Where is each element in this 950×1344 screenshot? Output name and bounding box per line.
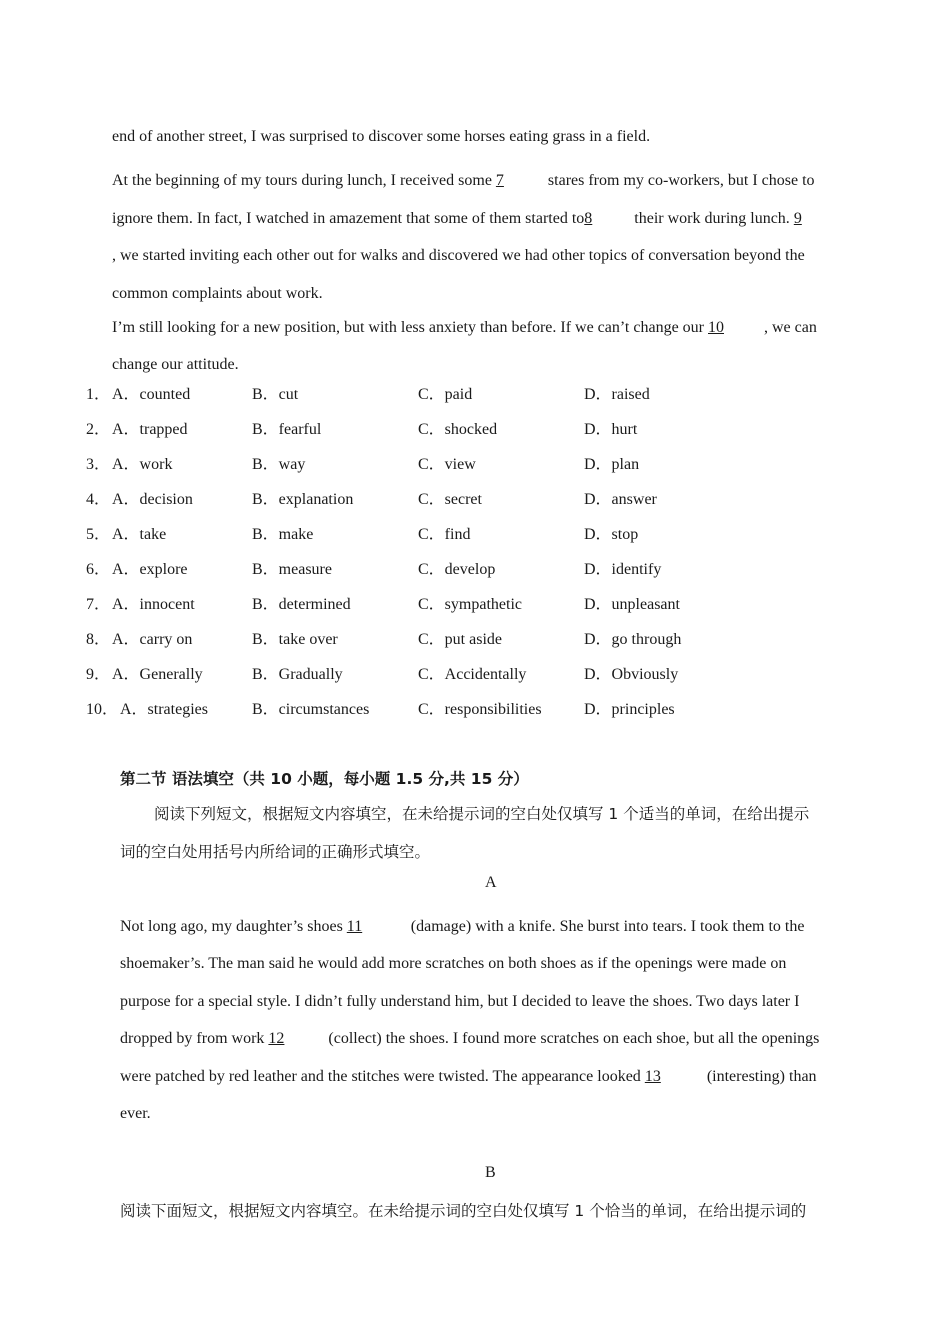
passage-a <box>120 908 863 1132</box>
passage-line: , we started inviting each other out for walks and discovered we had other topics of conversation beyond the <box>112 247 805 264</box>
option-c[interactable]: C．responsibilities <box>418 701 542 718</box>
option-d[interactable]: D．stop <box>584 526 639 543</box>
option-d[interactable]: D．go through <box>584 631 682 648</box>
passage-line: were patched by red leather and the stitches were twisted. The appearance looked 13 (interesting) than <box>120 1058 863 1095</box>
passage-label-b: B <box>485 1164 496 1181</box>
option-c[interactable]: C．shocked <box>418 421 498 438</box>
passage-line: shoemaker’s. The man said he would add more scratches on both shoes as if the openings were made on <box>120 955 787 973</box>
option-a[interactable]: A．take <box>112 526 167 543</box>
option-d[interactable]: D．hurt <box>584 421 638 438</box>
passage-line: common complaints about work. <box>112 284 323 302</box>
passage-line: ever. <box>120 1105 151 1123</box>
option-d[interactable]: D．answer <box>584 491 657 508</box>
blank-12[interactable]: 12 <box>268 1030 285 1048</box>
passage-line: At the beginning of my tours during lunch, I received some 7 stares from my co-workers, but I chose to <box>112 162 863 200</box>
option-b[interactable]: B．circumstances <box>252 701 370 718</box>
passage-line: purpose for a special style. I didn’t fully understand him, but I decided to leave the shoes. Two days later I <box>120 992 800 1010</box>
option-b[interactable]: B．Gradually <box>252 666 343 683</box>
option-d[interactable]: D．Obviously <box>584 666 679 683</box>
option-c[interactable]: C．find <box>418 526 471 543</box>
option-d[interactable]: D．identify <box>584 561 662 578</box>
blank-10[interactable]: 10 <box>708 319 724 336</box>
option-c[interactable]: C．Accidentally <box>418 666 527 683</box>
passage-paragraph-3 <box>112 309 863 383</box>
option-b[interactable]: B．explanation <box>252 491 354 508</box>
option-a[interactable]: A．trapped <box>112 421 188 438</box>
option-c[interactable]: C．develop <box>418 561 496 578</box>
passage-paragraph-2 <box>112 162 863 312</box>
passage-line: dropped by from work 12 (collect) the shoes. I found more scratches on each shoe, but all the openings <box>120 1020 863 1057</box>
instructions-line: 阅读下面短文，根据短文内容填空。在未给提示词的空白处仅填写 1 个恰当的单词，在给出提示词的 <box>120 1202 807 1220</box>
blank-13[interactable]: 13 <box>644 1067 661 1085</box>
passage-line: ignore them. In fact, I watched in amazement that some of them started to8 their work during lunch. 9 <box>112 200 863 238</box>
option-b[interactable]: B．way <box>252 456 306 473</box>
option-d[interactable]: D．raised <box>584 386 650 403</box>
passage-line: end of another street, I was surprised to discover some horses eating grass in a field. <box>112 128 651 145</box>
blank-9[interactable]: 9 <box>793 209 802 227</box>
option-a[interactable]: A．decision <box>112 491 193 508</box>
option-a[interactable]: A．strategies <box>120 701 208 718</box>
option-d[interactable]: D．plan <box>584 456 640 473</box>
option-b[interactable]: B．determined <box>252 596 351 613</box>
option-b[interactable]: B．measure <box>252 561 332 578</box>
option-c[interactable]: C．secret <box>418 491 482 508</box>
option-a[interactable]: A．counted <box>112 386 191 403</box>
option-c[interactable]: C．sympathetic <box>418 596 522 613</box>
option-a[interactable]: A．Generally <box>112 666 203 683</box>
option-b[interactable]: B．make <box>252 526 314 543</box>
option-d[interactable]: D．principles <box>584 701 675 718</box>
option-c[interactable]: C．view <box>418 456 476 473</box>
passage-line: change our attitude. <box>112 356 239 373</box>
option-a[interactable]: A．innocent <box>112 596 195 613</box>
option-b[interactable]: B．fearful <box>252 421 322 438</box>
option-c[interactable]: C．paid <box>418 386 473 403</box>
passage-label-a: A <box>485 874 497 891</box>
instructions-line: 词的空白处用括号内所给词的正确形式填空。 <box>120 843 431 861</box>
passage-line: I’m still looking for a new position, but with less anxiety than before. If we can’t change our 10 , we can <box>112 309 863 346</box>
blank-7[interactable]: 7 <box>495 172 504 189</box>
passage-line: Not long ago, my daughter’s shoes 11 (damage) with a knife. She burst into tears. I took them to the <box>120 908 863 945</box>
section-heading: 第二节 语法填空（共 10 小题，每小题 1.5 分,共 15 分） <box>120 770 529 788</box>
option-d[interactable]: D．unpleasant <box>584 596 680 613</box>
option-c[interactable]: C．put aside <box>418 631 502 648</box>
option-a[interactable]: A．explore <box>112 561 188 578</box>
instructions-line: 阅读下列短文，根据短文内容填空，在未给提示词的空白处仅填写 1 个适当的单词，在给出提示 <box>154 805 810 823</box>
blank-11[interactable]: 11 <box>346 918 363 935</box>
option-b[interactable]: B．cut <box>252 386 299 403</box>
option-a[interactable]: A．carry on <box>112 631 193 648</box>
option-b[interactable]: B．take over <box>252 631 338 648</box>
option-a[interactable]: A．work <box>112 456 173 473</box>
blank-8[interactable]: 8 <box>584 209 593 227</box>
